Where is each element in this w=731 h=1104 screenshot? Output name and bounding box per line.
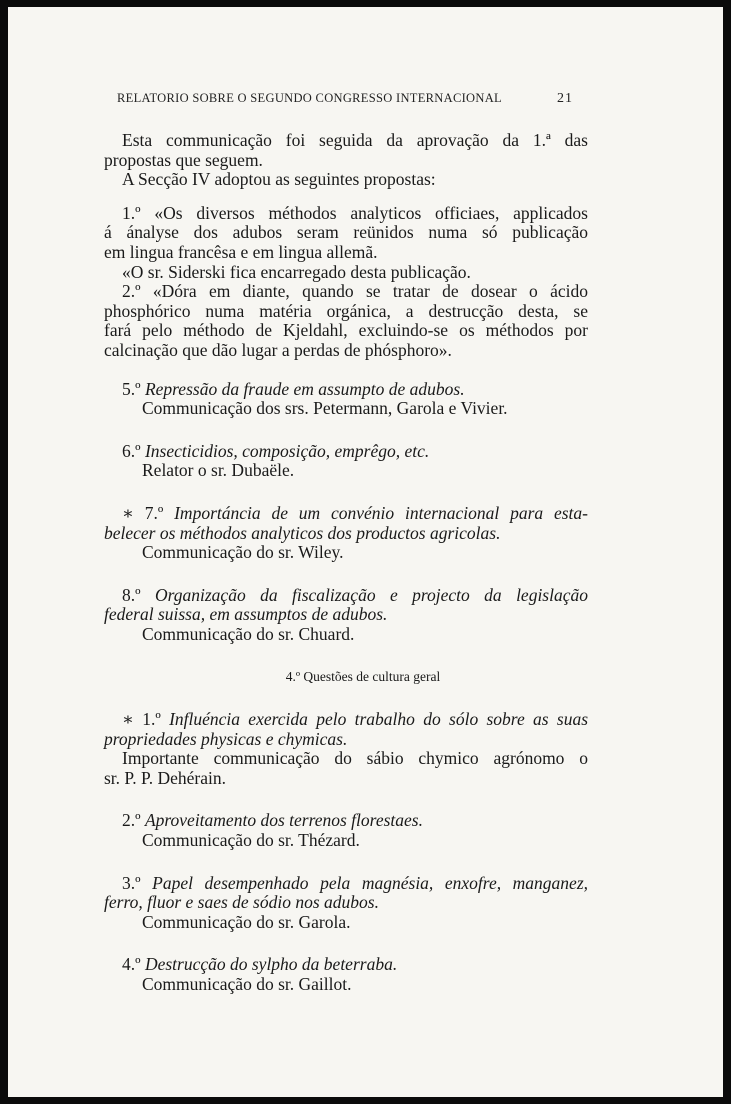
topic-5-title — [104, 380, 588, 400]
item-title: Papel desempenhado pela magnésia, enxofre, manganez, — [152, 872, 589, 893]
topic-number: 5.º — [122, 378, 141, 399]
item-number: 3.º — [122, 872, 141, 893]
proposal-line: 1.º «Os diversos méthodos analyticos officiaes, applicados — [122, 202, 588, 223]
topic-title: Repressão da fraude em assumpto de adubos. — [144, 378, 465, 399]
topic-7-title — [104, 504, 588, 524]
page-body — [104, 131, 588, 995]
spacer — [104, 644, 588, 667]
intro-line: propostas que seguem. — [104, 149, 263, 170]
item-title: Influéncia exercida pelo trabalho do sólo sobre as suas — [169, 709, 589, 730]
topic-number: 8.º — [122, 584, 141, 605]
item-title: Aproveitamento dos terrenos florestaes. — [144, 810, 423, 831]
item-3-note: Communicação do sr. Garola. — [142, 911, 351, 932]
spacer — [104, 419, 588, 442]
proposal-line: em lingua francêsa e em lingua allemã. — [104, 241, 378, 262]
proposal-line: fará pelo méthodo de Kjeldahl, excluindo-se os méthodos por — [104, 320, 588, 341]
topic-number: ∗ 7.º — [122, 502, 164, 523]
topic-6-note: Relator o sr. Dubaële. — [142, 460, 295, 481]
spacer — [104, 361, 588, 380]
spacer — [104, 563, 588, 586]
spacer — [104, 788, 588, 811]
topic-8-title-cont — [104, 605, 588, 625]
header-title: RELATORIO SOBRE O SEGUNDO CONGRESSO INTERNACIONAL — [117, 91, 502, 105]
topic-8-note: Communicação do sr. Chuard. — [142, 623, 355, 644]
running-header — [117, 91, 573, 106]
spacer — [104, 932, 588, 955]
topic-7-note: Communicação do sr. Wiley. — [142, 542, 344, 563]
topic-6-title — [104, 442, 588, 462]
item-3-title-cont — [104, 893, 588, 913]
topic-title: Organização da fiscalização e projecto da legislação — [154, 584, 588, 605]
topic-number: 6.º — [122, 440, 141, 461]
item-number: ∗ 1.º — [122, 709, 161, 730]
spacer — [104, 481, 588, 504]
item-3-title — [104, 874, 588, 894]
item-title: ferro, fluor e saes de sódio nos adubos. — [104, 892, 379, 913]
item-4-note: Communicação do sr. Gaillot. — [142, 974, 352, 994]
book-page — [8, 7, 723, 1097]
item-title: propriedades physicas e chymicas. — [104, 728, 348, 749]
spacer — [104, 851, 588, 874]
item-2-title — [104, 811, 588, 831]
item-2-note: Communicação do sr. Thézard. — [142, 830, 360, 851]
topic-title: Insecticidios, composição, emprêgo, etc. — [144, 440, 430, 461]
topic-title: Importáncia de um convénio internacional para esta- — [174, 502, 589, 523]
topic-7-title-cont — [104, 524, 588, 544]
proposal-line: phosphórico numa matéria orgánica, a destrucção desta, se — [104, 300, 588, 321]
proposal-line: 2.º «Dóra em diante, quando se tratar de dosear o ácido — [122, 281, 588, 302]
item-4-title — [104, 955, 588, 975]
topic-8-title — [104, 586, 588, 606]
topic-5-note: Communicação dos srs. Petermann, Garola e Vivier. — [142, 398, 508, 419]
item-1-title — [104, 710, 588, 730]
topic-title: belecer os méthodos analyticos dos productos agricolas. — [104, 522, 501, 543]
item-number: 4.º — [122, 954, 141, 975]
spacer — [104, 687, 588, 710]
proposal-line: calcinação que dão lugar a perdas de phósphoro». — [104, 339, 452, 360]
item-1-title-cont — [104, 730, 588, 750]
page-number: 21 — [557, 91, 573, 106]
proposal-line: «O sr. Siderski fica encarregado desta publicação. — [122, 261, 471, 282]
section-heading: 4.º Questões de cultura geral — [285, 669, 441, 685]
proposal-line: á ánalyse dos adubos seram reünidos numa só publicação — [104, 222, 588, 243]
item-1-note-cont: sr. P. P. Dehérain. — [104, 767, 227, 788]
item-title: Destrucção do sylpho da beterraba. — [144, 954, 398, 975]
spacer — [104, 190, 588, 204]
item-1-note: Importante communicação do sábio chymico agrónomo o — [122, 748, 588, 769]
intro-line: A Secção IV adoptou as seguintes propostas: — [122, 169, 436, 190]
item-number: 2.º — [122, 810, 141, 831]
intro-line: Esta communicação foi seguida da aprovação da 1.ª das — [122, 130, 588, 150]
topic-title: federal suissa, em assumptos de adubos. — [104, 604, 388, 625]
